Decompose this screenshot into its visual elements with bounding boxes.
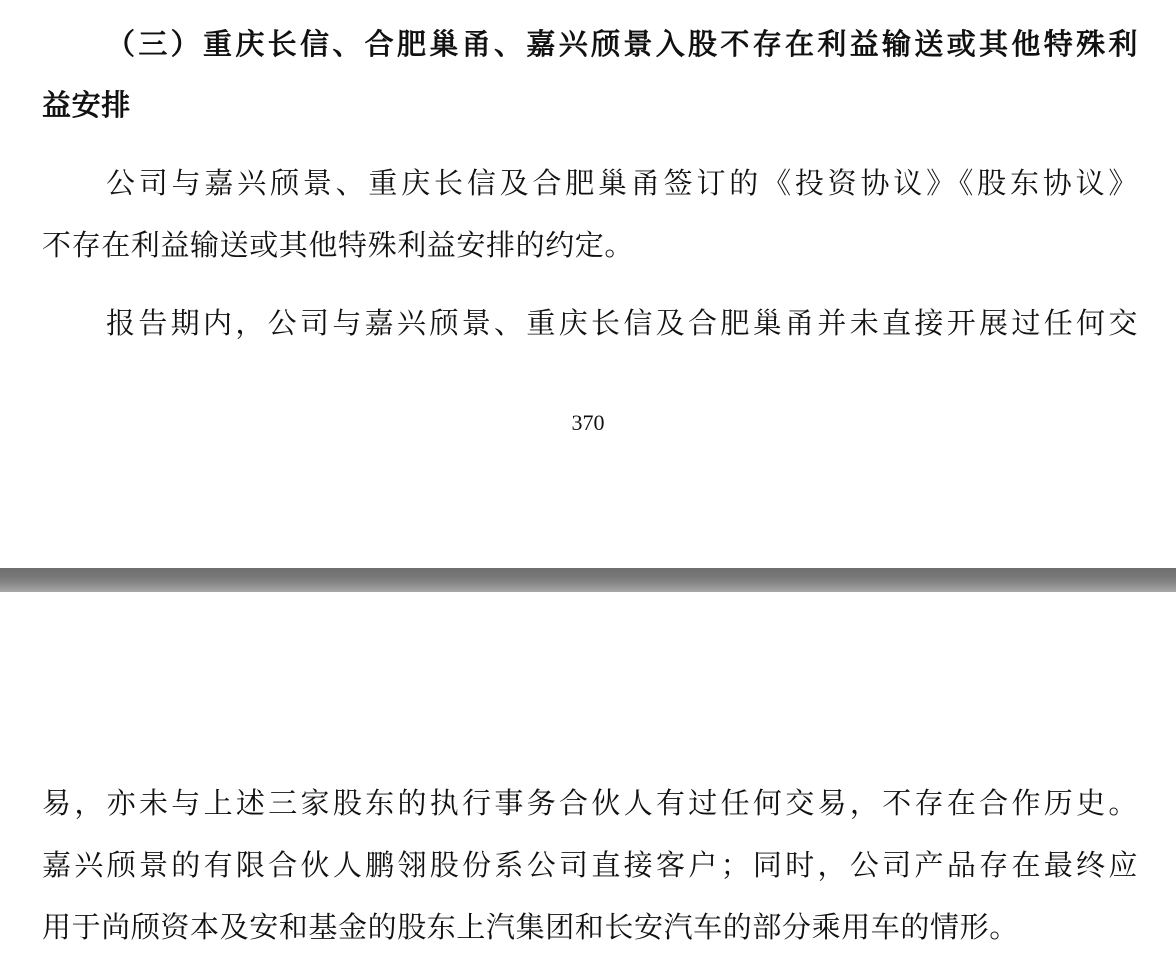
page-separator (0, 568, 1176, 592)
paragraph-2-line-2: 易，亦未与上述三家股东的执行事务合伙人有过任何交易，不存在合作历史。 (42, 786, 1138, 820)
section-heading-line-2: 益安排 (42, 88, 131, 122)
paragraph-2-line-1: 报告期内，公司与嘉兴颀景、重庆长信及合肥巢甬并未直接开展过任何交 (106, 306, 1138, 340)
section-heading-line-1: （三）重庆长信、合肥巢甬、嘉兴颀景入股不存在利益输送或其他特殊利 (106, 27, 1138, 61)
paragraph-1-line-2: 不存在利益输送或其他特殊利益安排的约定。 (42, 228, 635, 262)
document-page-lower (0, 592, 1176, 974)
page-number: 370 (571, 410, 605, 435)
paragraph-2-line-3: 嘉兴颀景的有限合伙人鹏翎股份系公司直接客户；同时，公司产品存在最终应 (42, 848, 1138, 882)
paragraph-1-line-1: 公司与嘉兴颀景、重庆长信及合肥巢甬签订的《投资协议》《股东协议》 (106, 166, 1138, 200)
paragraph-2-line-4: 用于尚颀资本及安和基金的股东上汽集团和长安汽车的部分乘用车的情形。 (42, 910, 1019, 944)
